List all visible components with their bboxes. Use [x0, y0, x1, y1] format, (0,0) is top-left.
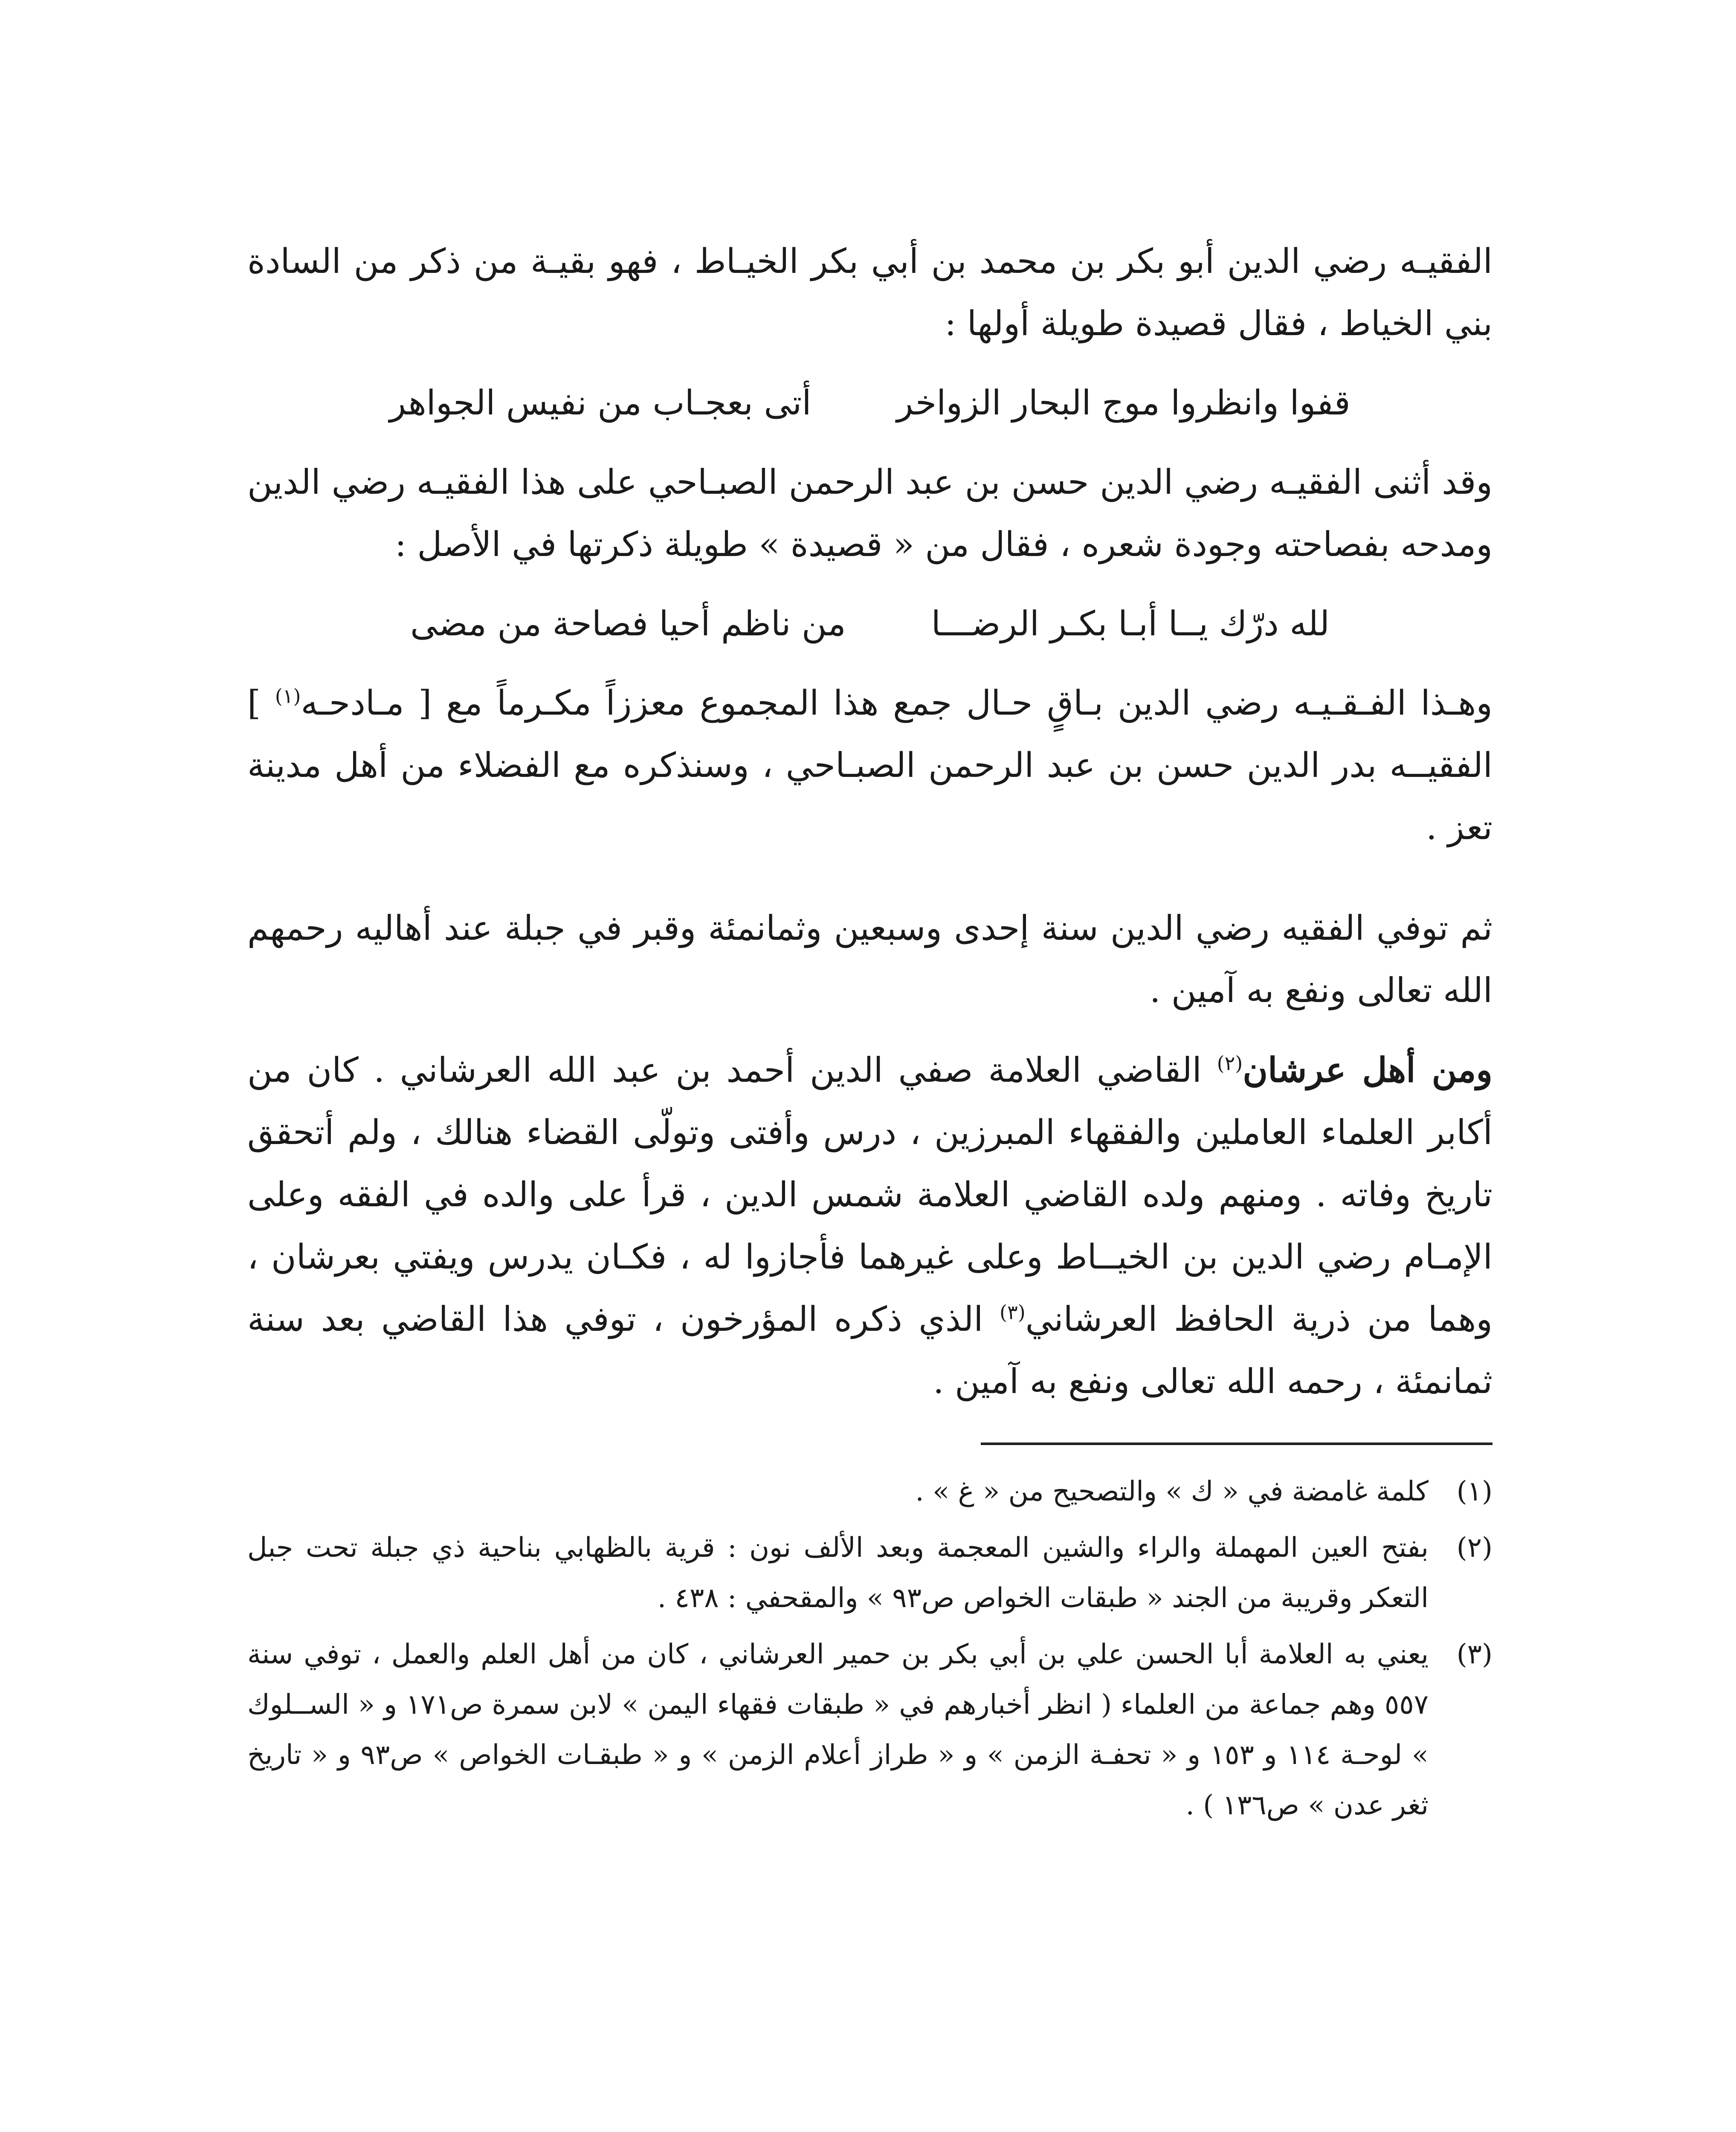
paragraph-2: وقد أثنى الفقيـه رضي الدين حسن بن عبد الرحمن الصبـاحي على هذا الفقيـه رضي الدين ومدحه بفصاحته وجودة شعره ، فقال من « قصيدة » طويلة ذكرتها في الأصل :	[247, 462, 1493, 564]
footnote-2-number: (٢)	[1456, 1532, 1493, 1564]
footnote-ref-2[interactable]: (٢)	[1217, 1052, 1243, 1075]
footnote-divider	[981, 1443, 1493, 1445]
paragraph-5-part-b: الذي ذكره المؤرخون ، توفي هذا القاضي بعد سنة ثمانمئة ، رحمه الله تعالى ونفع به آمين .	[247, 1299, 1493, 1401]
paragraph-3-part-a: وهـذا الفـقـيـه رضي الدين بـاقٍ حـال جمع هذا المجموع معززاً مكـرماً مع [ مـادحـه	[301, 683, 1493, 723]
footnote-1-number: (١)	[1456, 1476, 1493, 1507]
paragraph-1: الفقيـه رضي الدين أبو بكر بن محمد بن أبي بكر الخيـاط ، فهو بقيـة من ذكر من السادة بني الخياط ، فقال قصيدة طويلة أولها :	[247, 241, 1493, 343]
section-lead: ومن أهل عرشان	[1243, 1050, 1493, 1090]
paragraph-4: ثم توفي الفقيه رضي الدين سنة إحدى وسبعين وثمانمئة وقبر في جبلة عند أهاليه رحمهم الله تعالى ونفع به آمين .	[247, 908, 1493, 1010]
verse-1-second-hemistich: أتى بعجـاب من نفيس الجواهر	[389, 383, 811, 423]
verse-2-first-hemistich: لله درّك يــا أبـا بكـر الرضـــا	[931, 604, 1330, 643]
paragraph-5-part-a: القاضي العلامة صفي الدين أحمد بن عبد الله العرشاني . كان من أكابر العلماء العاملين والفقهاء المبرزين ، درس وأفتى وتولّى القضاء هنالك ، ولم أتحقق تاريخ وفاته . ومنهم ولده القاضي العلامة شمس الدين ، قرأ على والده في الفقه وعلى الإمـام رضي الدين بن الخيــاط وعلى غيرهما فأجازوا له ، فكـان يدرس ويفتي بعرشان ، وهما من ذرية الحافظ العرشاني	[247, 1050, 1493, 1339]
footnote-1-text: كلمة غامضة في « ك » والتصحيح من « غ » .	[915, 1476, 1429, 1507]
footnote-ref-1[interactable]: (١)	[275, 684, 301, 708]
verse-1-first-hemistich: قفوا وانظروا موج البحار الزواخر	[896, 383, 1351, 423]
verse-2-second-hemistich: من ناظم أحيا فصاحة من مضى	[410, 604, 846, 643]
verse-2	[247, 593, 1493, 655]
paragraph-3	[247, 672, 1493, 859]
footnote-3-number: (٣)	[1456, 1639, 1493, 1670]
footnote-ref-3[interactable]: (٣)	[1000, 1301, 1026, 1324]
footnote-2	[247, 1523, 1493, 1623]
footnote-2-text: بفتح العين المهملة والراء والشين المعجمة وبعد الألف نون : قرية بالظهابي بناحية ذي جبلة تحت جبل التعكر وقريبة من الجند « طبقات الخواص ص٩٣ » والمقحفي : ٤٣٨ .	[247, 1532, 1429, 1614]
footnote-3	[247, 1629, 1493, 1831]
verse-1	[247, 372, 1493, 434]
footnote-3-text: يعني به العلامة أبا الحسن علي بن أبي بكر بن حمير العرشاني ، كان من أهل العلم والعمل ، توفي سنة ٥٥٧ وهم جماعة من العلماء ( انظر أخبارهم في « طبقات فقهاء اليمن » لابن سمرة ص١٧١ و « الســلوك » لوحـة ١١٤ و ١٥٣ و « تحفـة الزمن » و « طراز أعلام الزمن » و « طبقـات الخواص » ص٩٣ و « تاريخ ثغر عدن » ص١٣٦ ) .	[247, 1639, 1429, 1821]
paragraph-3-part-b: ] الفقيــه بدر الدين حسن بن عبد الرحمن الصبـاحي ، وسنذكره مع الفضلاء من أهل مدينة تعز .	[247, 683, 1493, 847]
paragraph-5	[247, 1039, 1493, 1413]
page-content	[247, 230, 1493, 1837]
footnote-1	[247, 1466, 1493, 1517]
